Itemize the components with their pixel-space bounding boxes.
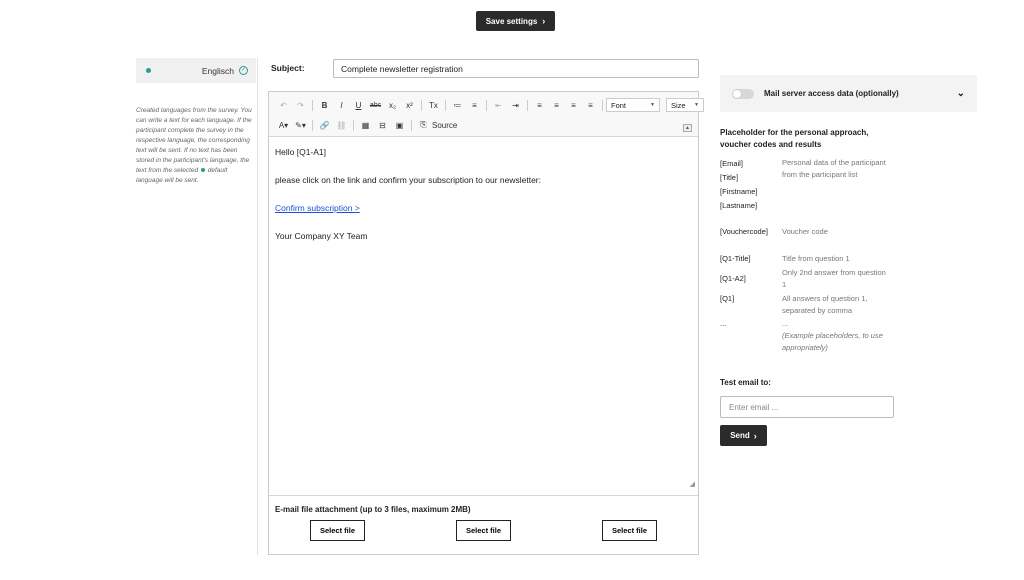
remove-format-icon[interactable]: Tx xyxy=(429,100,438,110)
chevron-right-icon: › xyxy=(542,16,546,26)
italic-icon[interactable]: I xyxy=(340,100,343,110)
test-email-label: Test email to: xyxy=(720,378,771,387)
subscript-icon[interactable]: x₂ xyxy=(388,100,397,110)
link-icon[interactable]: 🔗 xyxy=(319,120,330,130)
collapse-toolbar-icon[interactable]: ▲ xyxy=(683,124,692,132)
numbered-list-icon[interactable]: ≔ xyxy=(453,100,462,110)
select-file-button-3[interactable]: Select file xyxy=(602,520,657,541)
email-greeting: Hello [Q1-A1] xyxy=(275,147,327,157)
chevron-down-icon[interactable]: ⌄ xyxy=(956,88,965,99)
horizontal-line-icon[interactable]: ⊟ xyxy=(379,120,386,130)
chevron-right-icon: › xyxy=(753,430,757,441)
toolbar-row-2 xyxy=(275,118,459,132)
source-icon[interactable]: ⎘ xyxy=(420,120,427,129)
outdent-icon[interactable]: ⇤ xyxy=(495,100,502,110)
placeholder-key: [Q1-A2] xyxy=(720,274,746,283)
size-select-label: Size xyxy=(671,100,686,110)
confirm-subscription-link[interactable]: Confirm subscription > xyxy=(275,203,360,213)
language-help-text xyxy=(136,106,252,186)
email-editor xyxy=(268,91,699,555)
unlink-icon[interactable]: ⛓ xyxy=(336,120,347,130)
attachment-section xyxy=(269,495,698,554)
placeholder-desc-text: ... xyxy=(782,319,789,328)
toolbar-separator xyxy=(527,100,528,111)
placeholder-desc: Voucher code xyxy=(782,227,828,236)
test-email-input[interactable] xyxy=(720,396,894,418)
placeholder-note: (Example placeholders, to use appropriately) xyxy=(782,331,883,352)
language-help-part1: Created languages from the survey. You can write a text for each language. If the participant complete the survey in the respective language, the corresponding text will be sent. If no text has been stored in the participant's language, the text from the selected xyxy=(136,107,252,174)
subject-label: Subject: xyxy=(271,63,305,73)
toolbar-separator xyxy=(411,120,412,131)
size-select[interactable] xyxy=(666,98,704,112)
placeholder-key: [Email] [Title] [Firstname] [Lastname] xyxy=(720,159,758,210)
placeholder-key: [Q1-Title] xyxy=(720,254,751,263)
undo-icon[interactable]: ↶ xyxy=(280,100,287,110)
mail-server-toggle[interactable] xyxy=(732,89,754,99)
placeholder-title: Placeholder for the personal approach, voucher codes and results xyxy=(720,128,869,149)
background-color-icon[interactable]: ✎▾ xyxy=(295,120,306,130)
placeholder-key: [Q1] xyxy=(720,294,735,303)
toolbar-separator xyxy=(312,120,313,131)
attachment-title: E-mail file attachment (up to 3 files, maximum 2MB) xyxy=(275,505,471,514)
font-select-label: Font xyxy=(611,100,627,110)
save-settings-button[interactable] xyxy=(476,11,555,31)
select-file-button-2[interactable]: Select file xyxy=(456,520,511,541)
align-justify-icon[interactable]: ≡ xyxy=(588,100,593,110)
text-color-icon[interactable]: A▾ xyxy=(278,120,289,130)
strikethrough-icon[interactable]: abc xyxy=(369,101,382,109)
send-label: Send xyxy=(730,431,750,440)
align-left-icon[interactable]: ≡ xyxy=(537,100,542,110)
send-button[interactable] xyxy=(720,425,767,446)
placeholder-desc: Only 2nd answer from question 1 xyxy=(782,268,886,289)
check-circle-icon: ✓ xyxy=(240,67,247,73)
align-right-icon[interactable]: ≡ xyxy=(571,100,576,110)
email-body: please click on the link and confirm your subscription to our newsletter: xyxy=(275,175,541,185)
placeholder-desc xyxy=(782,318,890,354)
resize-handle-icon[interactable]: ◢ xyxy=(689,481,695,488)
image-icon[interactable]: ▣ xyxy=(395,120,404,130)
editor-toolbar xyxy=(269,92,698,137)
redo-icon[interactable]: ↷ xyxy=(297,100,304,110)
column-divider xyxy=(257,58,258,555)
font-select[interactable] xyxy=(606,98,660,112)
select-file-button-1[interactable]: Select file xyxy=(310,520,365,541)
placeholder-key: ... xyxy=(720,319,727,328)
caret-down-icon: ▼ xyxy=(650,102,655,108)
placeholder-key: [Vouchercode] xyxy=(720,227,768,236)
save-settings-label: Save settings xyxy=(485,16,538,26)
editor-content[interactable] xyxy=(269,137,698,495)
default-language-dot-icon xyxy=(146,68,151,73)
language-help-part2: default language will be sent. xyxy=(136,167,228,184)
email-signature: Your Company XY Team xyxy=(275,231,368,241)
toolbar-separator xyxy=(602,100,603,111)
bulleted-list-icon[interactable]: ≡ xyxy=(472,100,477,110)
language-item[interactable] xyxy=(136,58,256,83)
subject-input[interactable] xyxy=(333,59,699,78)
toolbar-separator xyxy=(486,100,487,111)
toolbar-separator xyxy=(445,100,446,111)
default-language-dot-icon xyxy=(201,168,205,172)
placeholder-desc: Title from question 1 xyxy=(782,254,850,263)
source-button[interactable] xyxy=(432,118,459,132)
source-label: Source xyxy=(432,120,458,130)
align-center-icon[interactable]: ≡ xyxy=(554,100,559,110)
indent-icon[interactable]: ⇥ xyxy=(512,100,519,110)
placeholder-desc: Personal data of the participant from the participant list xyxy=(782,158,886,179)
toolbar-separator xyxy=(312,100,313,111)
mail-server-label: Mail server access data (optionally) xyxy=(764,89,899,98)
toolbar-separator xyxy=(353,120,354,131)
placeholder-desc: All answers of question 1, separated by comma xyxy=(782,294,868,315)
language-name: Englisch xyxy=(201,65,234,76)
toolbar-separator xyxy=(421,100,422,111)
bold-icon[interactable]: B xyxy=(321,100,328,110)
mail-server-panel[interactable] xyxy=(720,75,977,112)
toolbar-row-1 xyxy=(275,98,710,112)
caret-down-icon: ▼ xyxy=(694,102,699,108)
table-icon[interactable]: ▦ xyxy=(361,120,370,130)
underline-icon[interactable]: U xyxy=(355,100,362,110)
superscript-icon[interactable]: x² xyxy=(406,100,413,110)
